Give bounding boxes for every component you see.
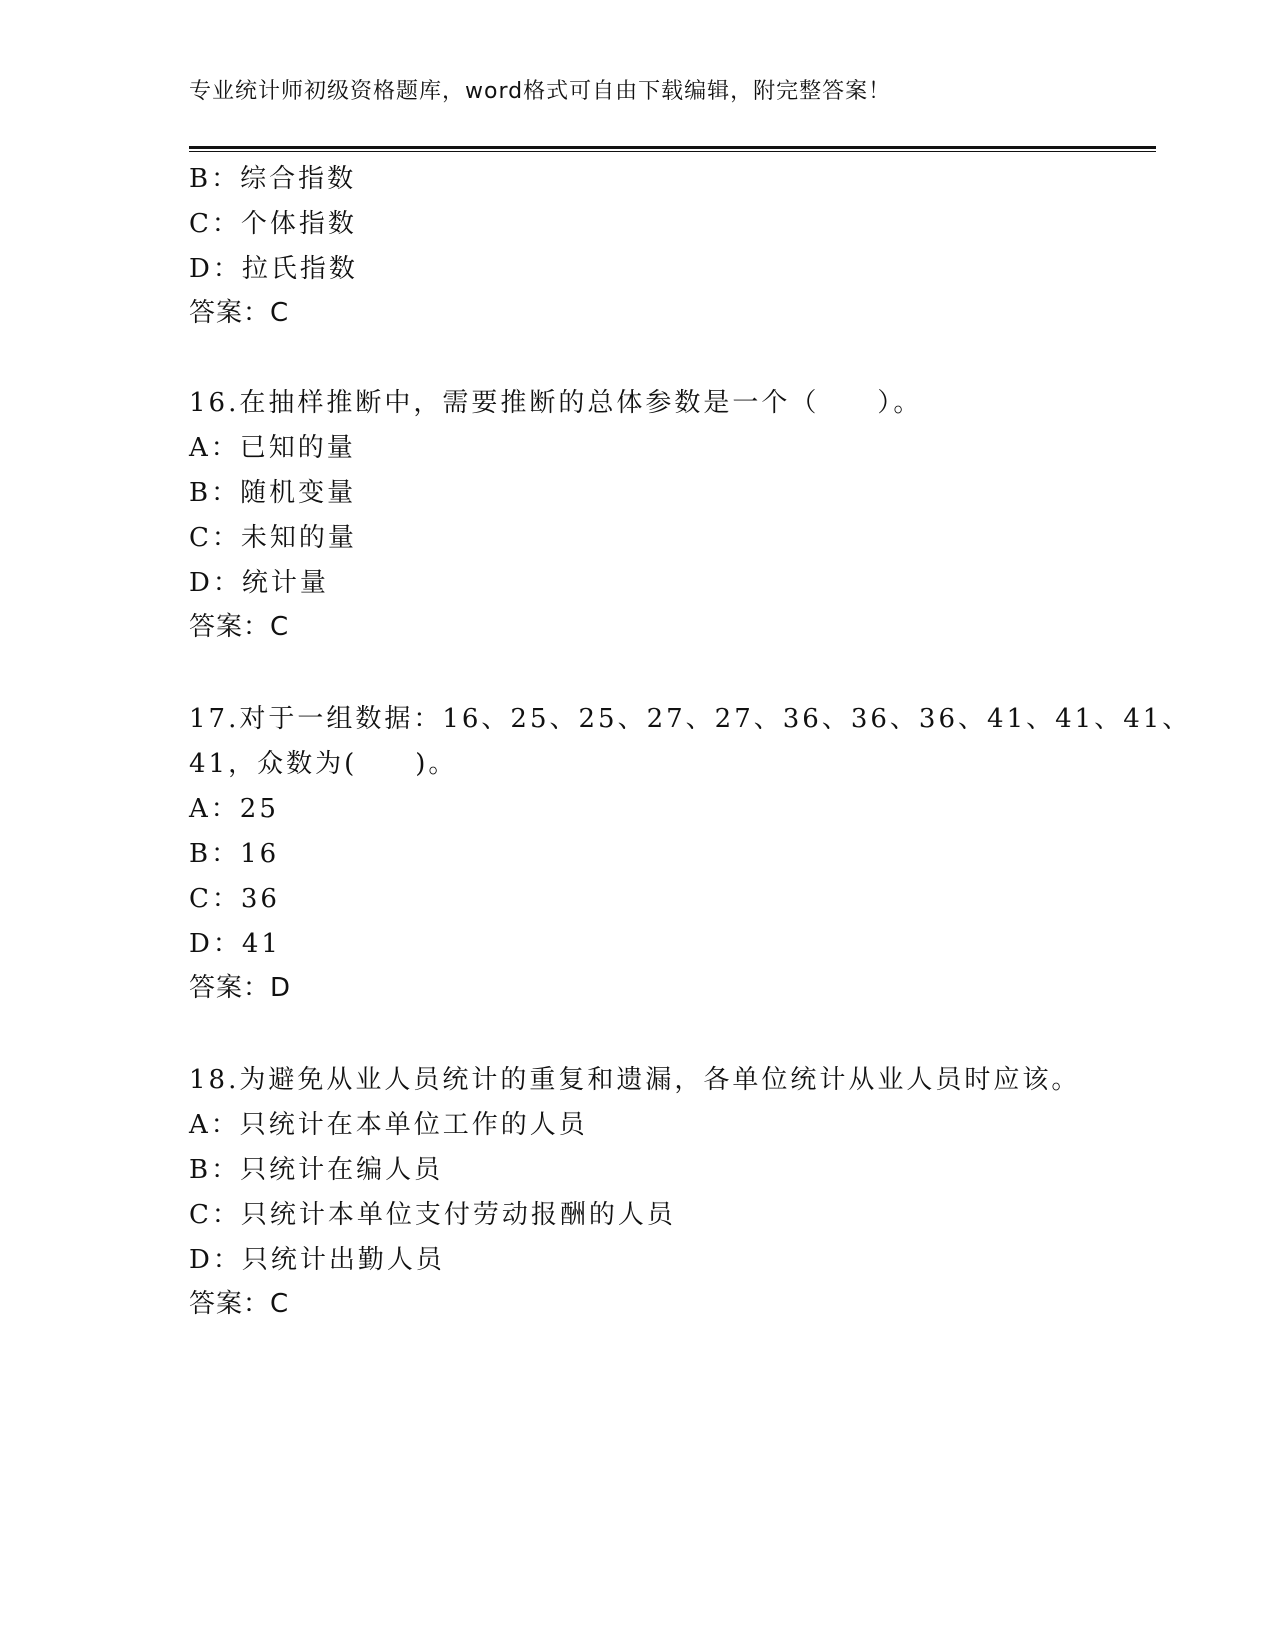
option-c: C：个体指数: [189, 209, 357, 239]
answer: 答案：C: [189, 1289, 290, 1319]
option-d: D：统计量: [189, 568, 329, 598]
header-rule-thick: [189, 146, 1156, 149]
option-b: B：随机变量: [189, 478, 357, 508]
answer: 答案：C: [189, 298, 290, 328]
option-c: C：36: [189, 884, 280, 914]
header-rule-thin: [189, 151, 1156, 152]
question-stem-continued: 41，众数为( )。: [189, 749, 458, 779]
option-c: C：未知的量: [189, 523, 357, 553]
option-b: B：综合指数: [189, 164, 357, 194]
option-b: B：只统计在编人员: [189, 1155, 444, 1185]
option-a: A：25: [189, 794, 279, 824]
option-d: D：41: [189, 929, 281, 959]
option-c: C：只统计本单位支付劳动报酬的人员: [189, 1200, 676, 1230]
option-a: A：已知的量: [189, 433, 356, 463]
question-stem: 17.对于一组数据：16、25、25、27、27、36、36、36、41、41、41、: [189, 704, 1192, 734]
question-stem: 16.在抽样推断中，需要推断的总体参数是一个（ ）。: [189, 388, 923, 418]
option-b: B：16: [189, 839, 280, 869]
option-a: A：只统计在本单位工作的人员: [189, 1110, 588, 1140]
option-d: D：拉氏指数: [189, 254, 358, 284]
answer: 答案：D: [189, 973, 292, 1003]
question-stem: 18.为避免从业人员统计的重复和遗漏，各单位统计从业人员时应该。: [189, 1065, 1081, 1095]
option-d: D：只统计出勤人员: [189, 1245, 445, 1275]
answer: 答案：C: [189, 612, 290, 642]
page-header: 专业统计师初级资格题库，word格式可自由下载编辑，附完整答案！: [189, 79, 892, 104]
